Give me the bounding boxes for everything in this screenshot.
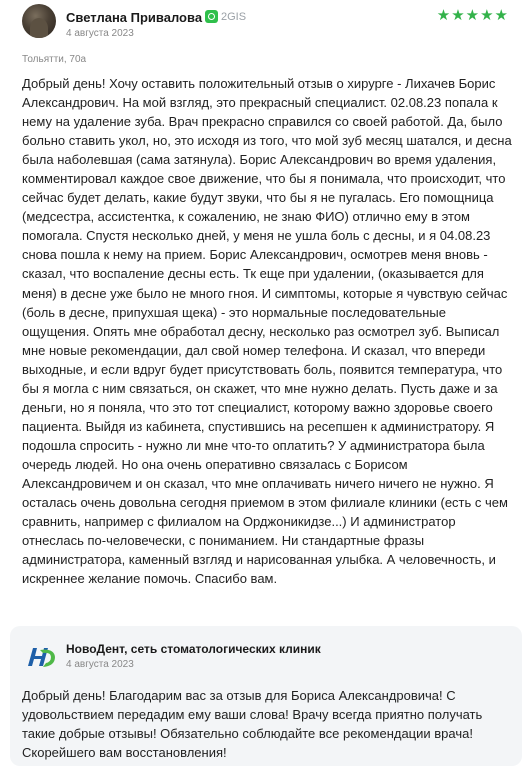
star-rating <box>437 8 508 23</box>
review-text: Добрый день! Хочу оставить положительный отзыв о хирурге - Лихачев Борис Александрович. На мой взгляд, это прекрасный специалист. 02.08.23 попала к нему на удаление зуба. Врач прекрасно справился со своей работой. Да, было больно ставить укол, но, это исходя из того, что мой зуб месяц шатался, и десна была наболевшая (сама затянула). Борис Александрович во время удаления, комментировал каждое свое движение, что бы я понимала, что происходит, что сейчас будет делать, какие будут звуки, что бы я не пугалась. Его помощница (медсестра, ассистентка, к сожалению, не знаю ФИО) отлично ему в этом помогала. Спустя несколько дней, у меня не ушла боль с десны, и я 04.08.23 снова пошла к нему на прием. Борис Александрович, осмотрев меня вновь - сказал, что воспаление десны есть. Тк еще при удалении, (оказывается для меня) в десне уже было не много гноя. И симптомы, которые я чувствую сейчас (боль в десне, припухшая щека) - это нормальные последовательные ощущения. Опять мне обработал десну, несколько раз осмотрел зуб. Выписал мне новые рекомендации, дал свой номер телефона. И сказал, что впереди выходные, и если вдруг будет присутствовать боль, появится температура, что бы я могла с ним связаться, он скажет, что мне нужно делать. Пусть даже и за деньги, но я поняла, что это тот специалист, которому важно здоровье своего пациента. Выйдя из кабинета, спустившись на ресепшен к администратору. Я подошла спросить - нужно ли мне что-то оплатить? У администратора была очередь людей. Но она очень оперативно связалась с Борисом Александровичем и он сказал, что мне оплачивать ничего ничего не нужно. Я осталась очень довольна сегодня приемом в этом филиале клиники (есть с чем сравнить, например с филиалом на Орджоникидзе...) И администратор отнеслась по-человечески, с пониманием. Ни стандартные фразы администратора, каменный взгляд и нарисованная улыбка. А человечность, и искреннее желание помочь. Спасибо вам. <box>22 76 512 587</box>
avatar[interactable] <box>22 4 56 38</box>
star-icon: ★ <box>451 7 465 24</box>
review-header <box>22 4 512 42</box>
company-reply <box>10 626 522 766</box>
star-icon: ★ <box>465 7 480 24</box>
author-name[interactable]: Светлана Привалова <box>66 10 203 25</box>
2gis-logo-icon <box>205 10 218 23</box>
reply-date: 4 августа 2023 <box>66 659 134 670</box>
star-icon: ★ <box>436 7 451 24</box>
reply-text: Добрый день! Благодарим вас за отзыв для Бориса Александровича! С удовольствием передадим ему ваши слова! Врачу всегда приятно получать такие добрые отзывы! Обязательно соблюдайте все рекомендации врача! Скорейшего вам восстановления! <box>22 688 483 760</box>
novodent-logo-icon <box>24 646 58 668</box>
source-label: 2GIS <box>221 10 247 23</box>
star-icon: ★ <box>494 7 508 24</box>
source-badge <box>205 10 246 23</box>
location-tag: Тольятти, 70а <box>22 54 87 65</box>
company-name[interactable]: НовоДент, сеть стоматологических клиник <box>66 642 321 656</box>
review-date: 4 августа 2023 <box>66 28 134 39</box>
star-icon: ★ <box>480 7 494 24</box>
